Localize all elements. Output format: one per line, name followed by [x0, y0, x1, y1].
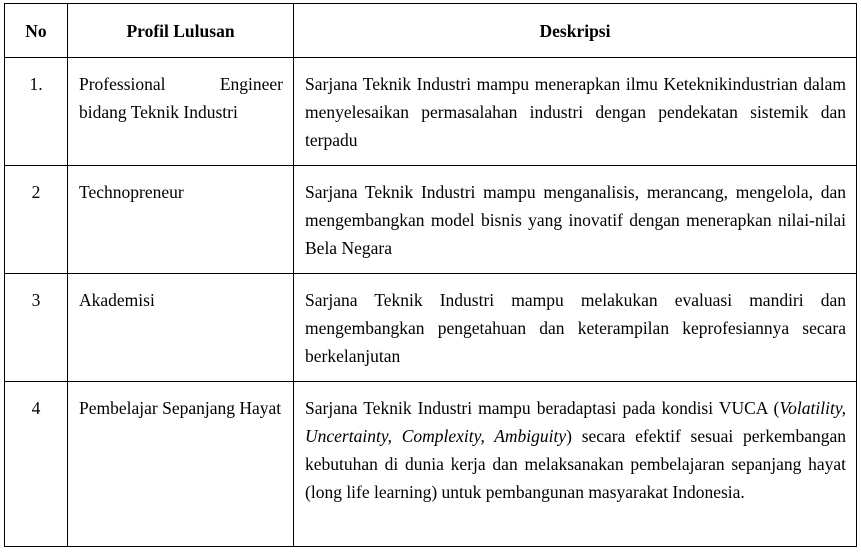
- row-profil: Professional Engineer bidang Teknik Industri: [68, 58, 294, 166]
- deskripsi-text-end: ) secara efektif sesuai perkembangan kebutuhan di dunia kerja dan melaksanakan pembelajaran sepanjang hayat (long life learning) untuk pembangunan masyarakat Indonesia.: [305, 426, 846, 502]
- row-number: 4: [5, 382, 68, 547]
- row-number: 1.: [5, 58, 68, 166]
- header-no: No: [5, 4, 68, 58]
- header-row: [5, 4, 857, 58]
- row-number: 2: [5, 166, 68, 274]
- table-header: [5, 4, 857, 58]
- header-deskripsi: Deskripsi: [294, 4, 857, 58]
- row-profil: Pembelajar Sepanjang Hayat: [68, 382, 294, 547]
- deskripsi-vuca-italic: Volatility, Uncertainty, Complexity, Ambiguity: [305, 398, 846, 446]
- table-body: [5, 58, 857, 547]
- row-profil: Akademisi: [68, 274, 294, 382]
- row-deskripsi: Sarjana Teknik Industri mampu menganalisis, merancang, mengelola, dan mengembangkan model bisnis yang inovatif dengan menerapkan nilai-nilai Bela Negara: [294, 166, 857, 274]
- row-deskripsi: [294, 382, 857, 547]
- header-profil-lulusan: Profil Lulusan: [68, 4, 294, 58]
- table-row: [5, 274, 857, 382]
- row-profil: Technopreneur: [68, 166, 294, 274]
- table-row: [5, 58, 857, 166]
- profil-lulusan-table: [4, 3, 857, 547]
- row-number: 3: [5, 274, 68, 382]
- row-deskripsi: Sarjana Teknik Industri mampu menerapkan ilmu Keteknikindustrian dalam menyelesaikan permasalahan industri dengan pendekatan sistemik dan terpadu: [294, 58, 857, 166]
- table-row: [5, 166, 857, 274]
- table-row: [5, 382, 857, 547]
- row-deskripsi: Sarjana Teknik Industri mampu melakukan evaluasi mandiri dan mengembangkan pengetahuan dan keterampilan keprofesiannya secara berkelanjutan: [294, 274, 857, 382]
- deskripsi-text-start: Sarjana Teknik Industri mampu beradaptasi pada kondisi VUCA (: [305, 398, 780, 418]
